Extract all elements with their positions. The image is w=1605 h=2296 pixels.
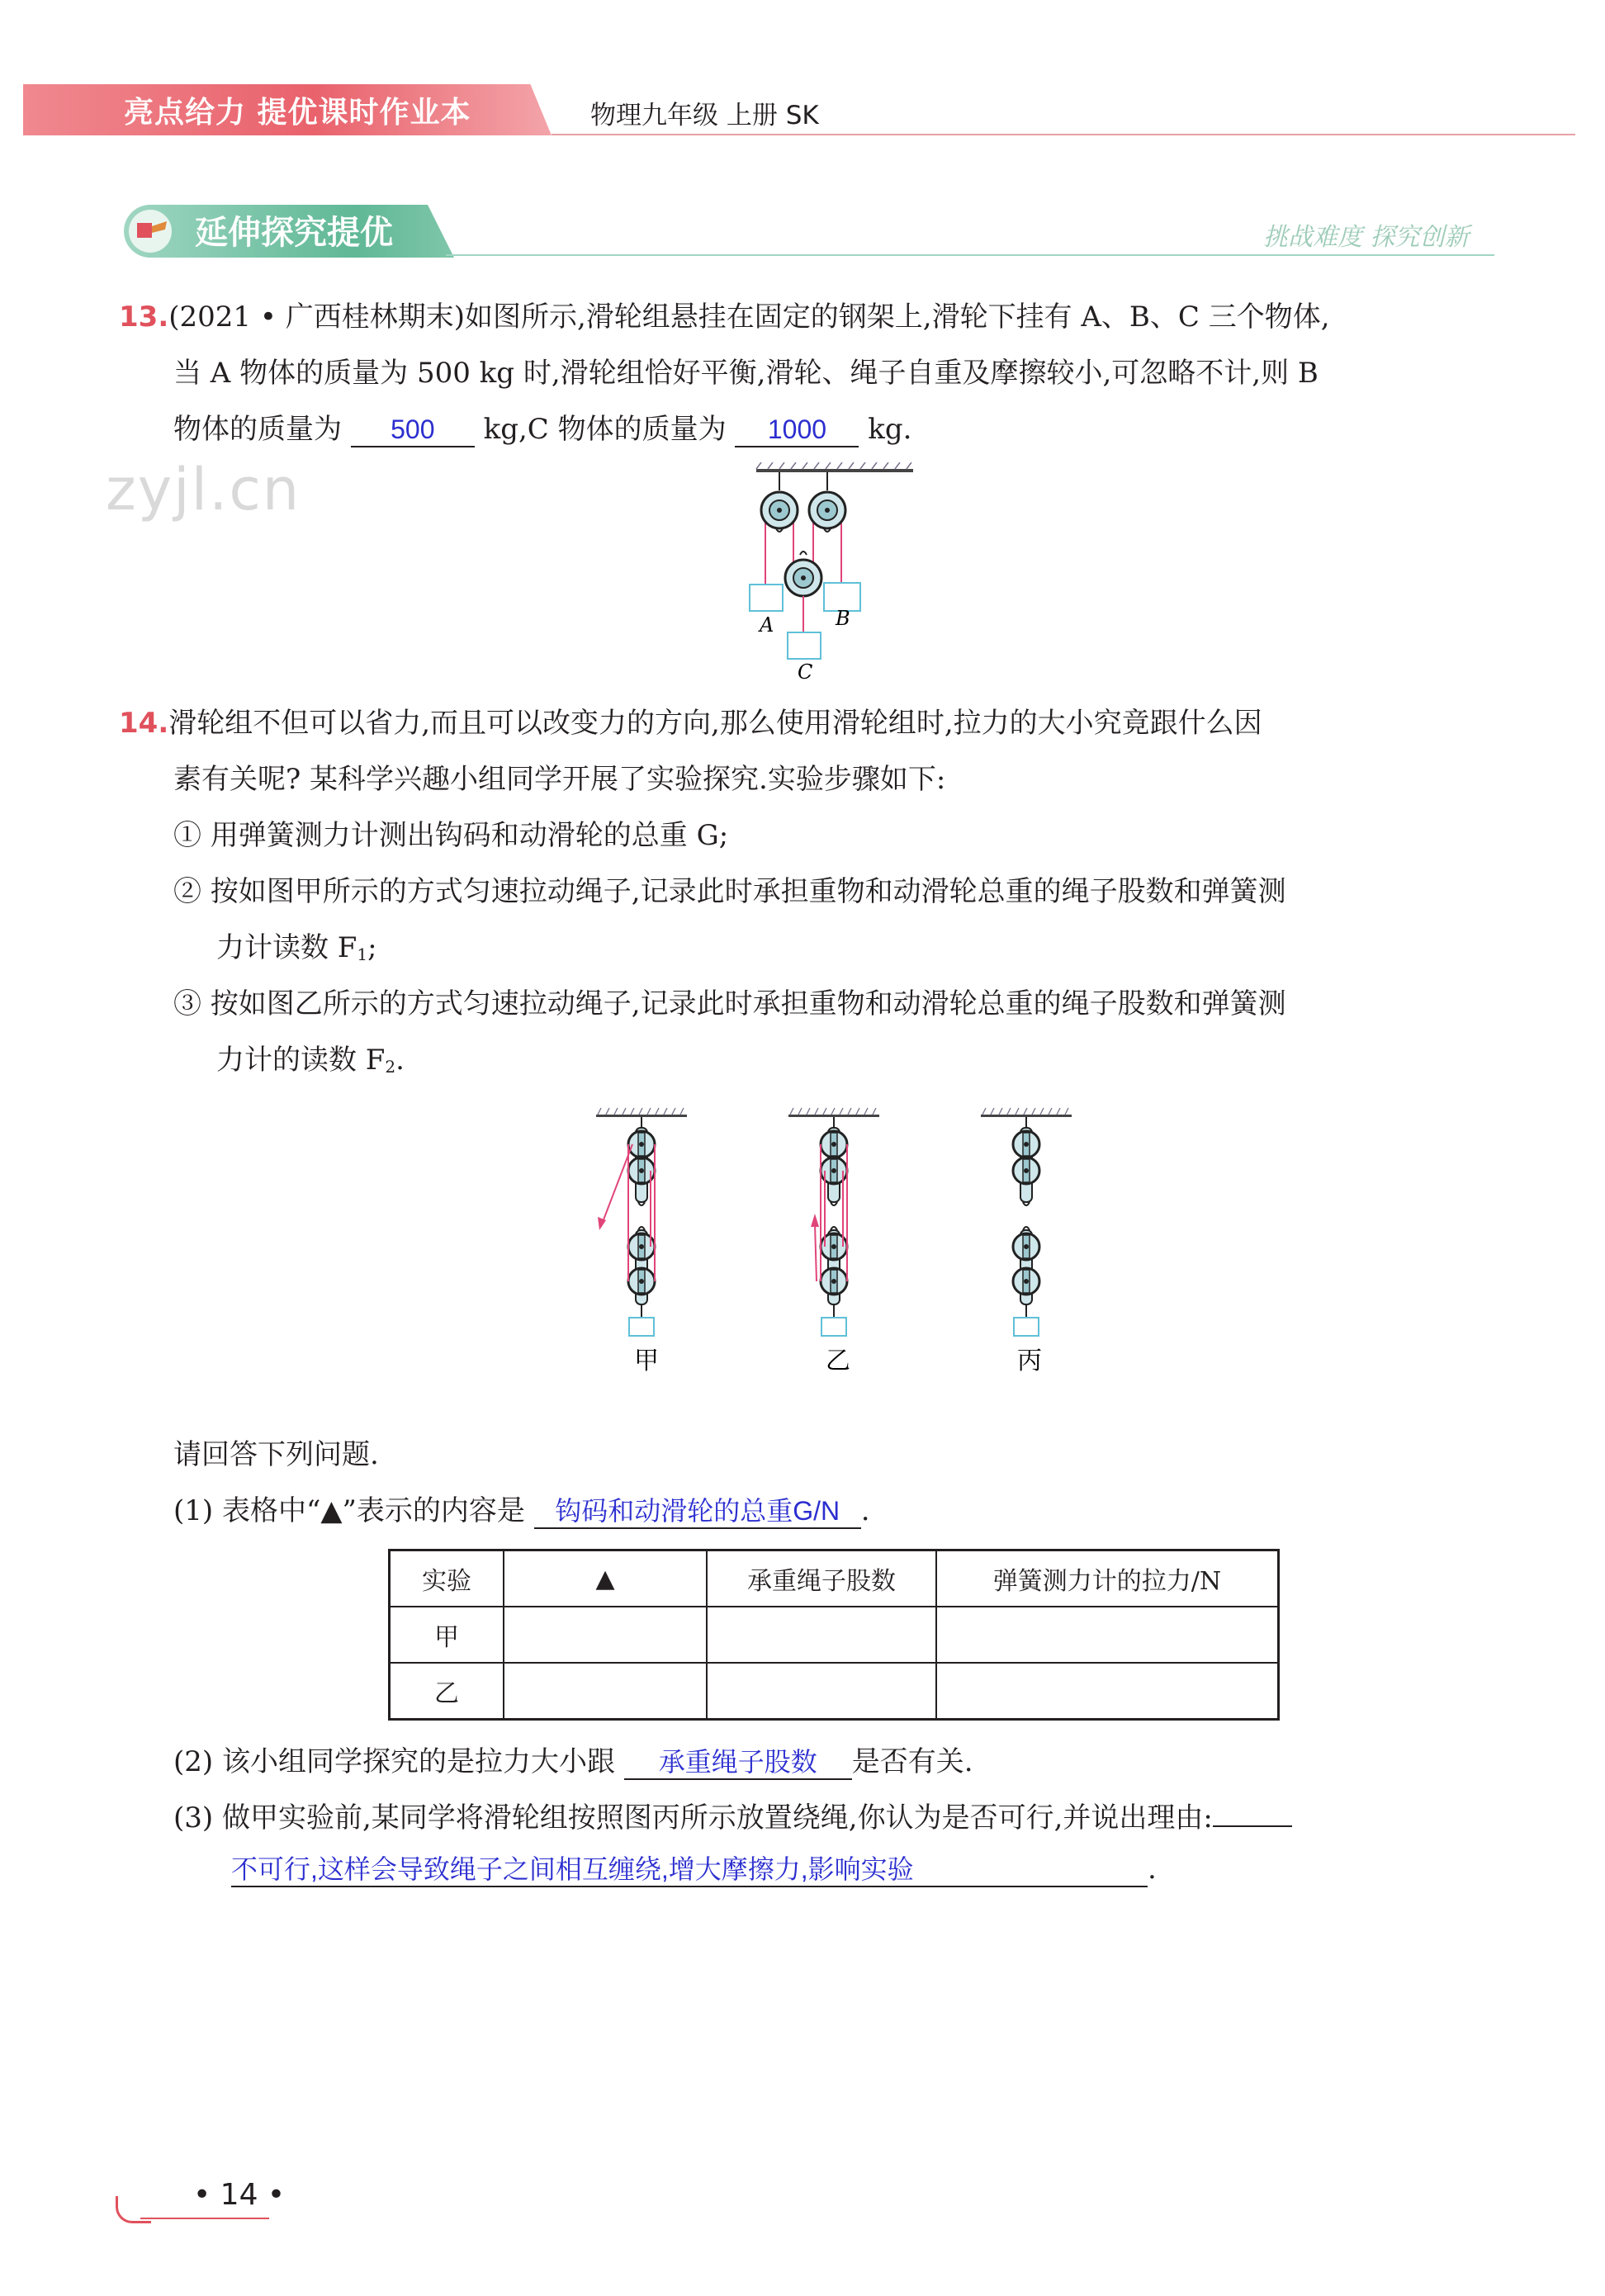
q14-p3-blank-start[interactable] [1213,1825,1292,1827]
q14-text-1: 滑轮组不但可以省力,而且可以改变力的方向,那么使用滑轮组时,拉力的大小究竟跟什么因 [168,707,1262,740]
q13-text-3a: 物体的质量为 [173,413,342,446]
table-cell[interactable] [707,1607,936,1663]
q13-answer-b: 500 [391,414,435,444]
q14-line1 [119,707,1262,740]
q14-p3-answer: 不可行,这样会导致绳子之间相互缠绕,增大摩擦力,影响实验 [231,1854,914,1884]
table-row [390,1607,1279,1663]
q13-line2: 当 A 物体的质量为 500 kg 时,滑轮组恰好平衡,滑轮、绳子自重及摩擦较小,可忽略不计,则 B [173,357,1319,390]
q14-step2-line1: ② 按如图甲所示的方式匀速拉动绳子,记录此时承担重物和动滑轮总重的绳子股数和弹簧测 [173,875,1286,908]
pulley-middle [785,552,821,632]
q14-prompt: 请回答下列问题. [173,1438,379,1471]
q14-step3-text: 力计的读数 F [216,1044,386,1077]
table-cell[interactable] [707,1663,936,1720]
experiment-table [388,1549,1280,1721]
table-cell[interactable] [936,1663,1279,1720]
section-tagline: 挑战难度 探究创新 [1263,223,1470,252]
book-title: 亮点给力 提优课时作业本 [124,96,471,130]
table-header-row [390,1550,1279,1607]
q14-p2-answer: 承重绳子股数 [658,1747,817,1777]
q13-line3 [173,413,911,447]
figure-jia [596,1108,687,1375]
section-divider [446,254,1494,256]
table-header-cell: 承重绳子股数 [707,1550,936,1607]
table-header-cell: 实验 [390,1550,504,1607]
label-b: B [836,607,850,630]
q13-text-1: (2021 • 广西桂林期末)如图所示,滑轮组悬挂在固定的钢架上,滑轮下挂有 A、B、C 三个物体, [168,301,1330,334]
table-row [390,1663,1279,1720]
table-header-cell: 弹簧测力计的拉力/N [936,1550,1279,1607]
q14-part2 [173,1745,973,1780]
table-cell[interactable] [936,1607,1279,1663]
q14-part3-answer-line [231,1853,1157,1887]
header-divider [552,134,1575,135]
q14-pulley-figures [578,1106,1106,1412]
figure-yi [788,1108,879,1375]
table-cell: 乙 [390,1663,504,1720]
q14-step2-subscript: 1 [357,944,368,964]
table-cell[interactable] [504,1607,707,1663]
page-number-underline [140,2218,269,2219]
q14-step2-end: ; [367,931,377,964]
table-header-cell: ▲ [504,1550,707,1607]
q14-step3-end: . [395,1044,405,1077]
q14-p3-text: (3) 做甲实验前,某同学将滑轮组按照图丙所示放置绕绳,你认为是否可行,并说出理由: [173,1801,1213,1834]
q14-number: 14. [119,707,169,740]
block-a [750,585,783,611]
q14-line2: 素有关呢? 某科学兴趣小组同学开展了实验探究.实验步骤如下: [173,763,946,796]
block-c [788,632,821,659]
q14-step3-subscript: 2 [385,1057,396,1077]
q14-p1-answer: 钩码和动滑轮的总重G/N [555,1496,840,1526]
caption-bing: 丙 [1017,1347,1042,1375]
q14-part3 [173,1801,1292,1834]
q13-text-3c: kg. [868,413,912,446]
q14-part1 [173,1494,870,1529]
q14-step2-line2 [216,931,377,971]
page-number: • 14 • [193,2178,286,2212]
q14-p3-blank[interactable] [231,1853,1148,1887]
q14-p2-blank[interactable] [624,1745,852,1780]
q14-p1-end: . [860,1494,870,1527]
q13-text-3b: kg,C 物体的质量为 [483,413,727,446]
label-a: A [760,613,774,637]
q13-line1 [119,301,1330,334]
q14-step3-line1: ③ 按如图乙所示的方式匀速拉动绳子,记录此时承担重物和动滑轮总重的绳子股数和弹簧测 [173,987,1286,1020]
q13-pulley-figure [743,462,933,694]
q14-p2-end: 是否有关. [851,1745,973,1778]
q14-p3-end: . [1148,1853,1157,1886]
subject-label: 物理九年级 上册 SK [590,101,819,130]
caption-yi: 乙 [826,1347,850,1375]
page-number-ornament [116,2196,151,2223]
steel-frame [756,469,913,472]
pulley-left [761,472,798,532]
q14-p1-text: (1) 表格中“▲”表示的内容是 [173,1494,525,1527]
q14-p2-text: (2) 该小组同学探究的是拉力大小跟 [173,1745,615,1778]
label-c: C [798,660,813,684]
q13-answer-b-blank[interactable] [351,413,475,447]
q14-step3-line2 [216,1044,405,1083]
figure-bing [981,1108,1072,1375]
q13-answer-c-blank[interactable] [735,413,859,447]
table-cell: 甲 [390,1607,504,1663]
table-cell[interactable] [504,1663,707,1720]
q13-number: 13. [119,301,169,334]
section-title: 延伸探究提优 [195,214,393,252]
q14-p1-blank[interactable] [534,1494,861,1529]
caption-jia: 甲 [634,1347,659,1375]
q14-step1: ① 用弹簧测力计测出钩码和动滑轮的总重 G; [173,819,729,852]
q14-step2-text: 力计读数 F [216,931,357,964]
pencil-icon [129,210,172,253]
q13-answer-c: 1000 [767,414,827,444]
pulley-right [809,472,845,532]
watermark: zyjl.cn [106,456,301,523]
